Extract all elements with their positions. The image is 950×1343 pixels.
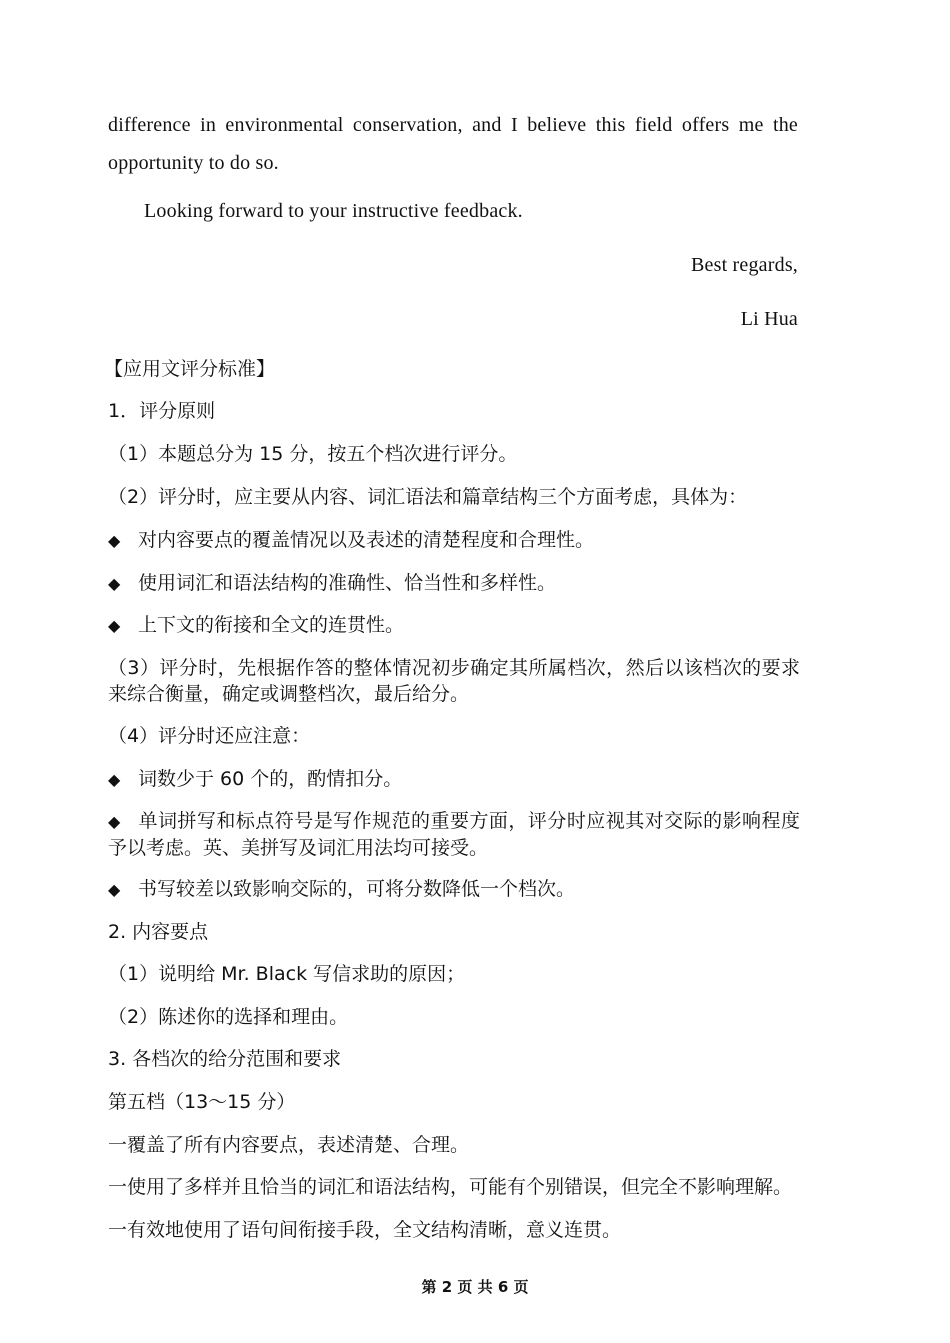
principle-1: （1）本题总分为 15 分，按五个档次进行评分。 [108, 443, 518, 465]
bullet-item [108, 527, 800, 554]
diamond-bullet-icon: ◆ [108, 574, 121, 593]
tier-5-item: 一有效地使用了语句间衔接手段，全文结构清晰，意义连贯。 [108, 1219, 622, 1241]
bullet-text: 书写较差以致影响交际的，可将分数降低一个档次。 [138, 878, 576, 900]
diamond-bullet-icon: ◆ [108, 812, 121, 831]
bullet-item [108, 612, 800, 639]
letter-continuation: difference in environmental conservation, and I believe this field offers me the opportunity to do so. [108, 114, 798, 174]
section-2-title: 2. 内容要点 [108, 921, 209, 943]
principle-4: （4）评分时还应注意： [108, 725, 311, 747]
rubric-heading: 【应用文评分标准】 [104, 358, 276, 380]
content-point-1: （1）说明给 Mr. Black 写信求助的原因； [108, 963, 466, 985]
tier-5-title: 第五档（13～15 分） [108, 1091, 296, 1113]
bullet-item [108, 876, 800, 903]
page-number: 第 2 页 共 6 页 [421, 1278, 529, 1296]
diamond-bullet-icon: ◆ [108, 880, 121, 899]
diamond-bullet-icon: ◆ [108, 531, 121, 550]
tier-5-item: 一使用了多样并且恰当的词汇和语法结构，可能有个别错误，但完全不影响理解。 [108, 1176, 793, 1198]
content-point-2: （2）陈述你的选择和理由。 [108, 1006, 349, 1028]
bullet-text: 使用词汇和语法结构的准确性、恰当性和多样性。 [138, 572, 557, 594]
bullet-text: 对内容要点的覆盖情况以及表述的清楚程度和合理性。 [138, 529, 595, 551]
section-1-title: 1．评分原则 [108, 400, 216, 422]
bullet-text: 上下文的衔接和全文的连贯性。 [138, 614, 405, 636]
diamond-bullet-icon: ◆ [108, 616, 121, 635]
letter-closing-line: Looking forward to your instructive feedback. [144, 200, 523, 222]
letter-sign-off: Best regards, [690, 254, 798, 276]
bullet-text: 词数少于 60 个的，酌情扣分。 [138, 768, 403, 790]
principle-3: （3）评分时，先根据作答的整体情况初步确定其所属档次，然后以该档次的要求来综合衡量，确定或调整档次，最后给分。 [108, 657, 800, 705]
principle-2: （2）评分时，应主要从内容、词汇语法和篇章结构三个方面考虑，具体为： [108, 486, 748, 508]
tier-5-item: 一覆盖了所有内容要点，表述清楚、合理。 [108, 1134, 470, 1156]
bullet-item [108, 570, 800, 597]
diamond-bullet-icon: ◆ [108, 770, 121, 789]
bullet-text: 单词拼写和标点符号是写作规范的重要方面，评分时应视其对交际的影响程度予以考虑。英、美拼写及词汇用法均可接受。 [108, 810, 800, 859]
bullet-item [108, 766, 800, 793]
section-3-title: 3. 各档次的给分范围和要求 [108, 1048, 342, 1070]
letter-signature: Li Hua [740, 308, 798, 330]
bullet-item [108, 808, 800, 861]
